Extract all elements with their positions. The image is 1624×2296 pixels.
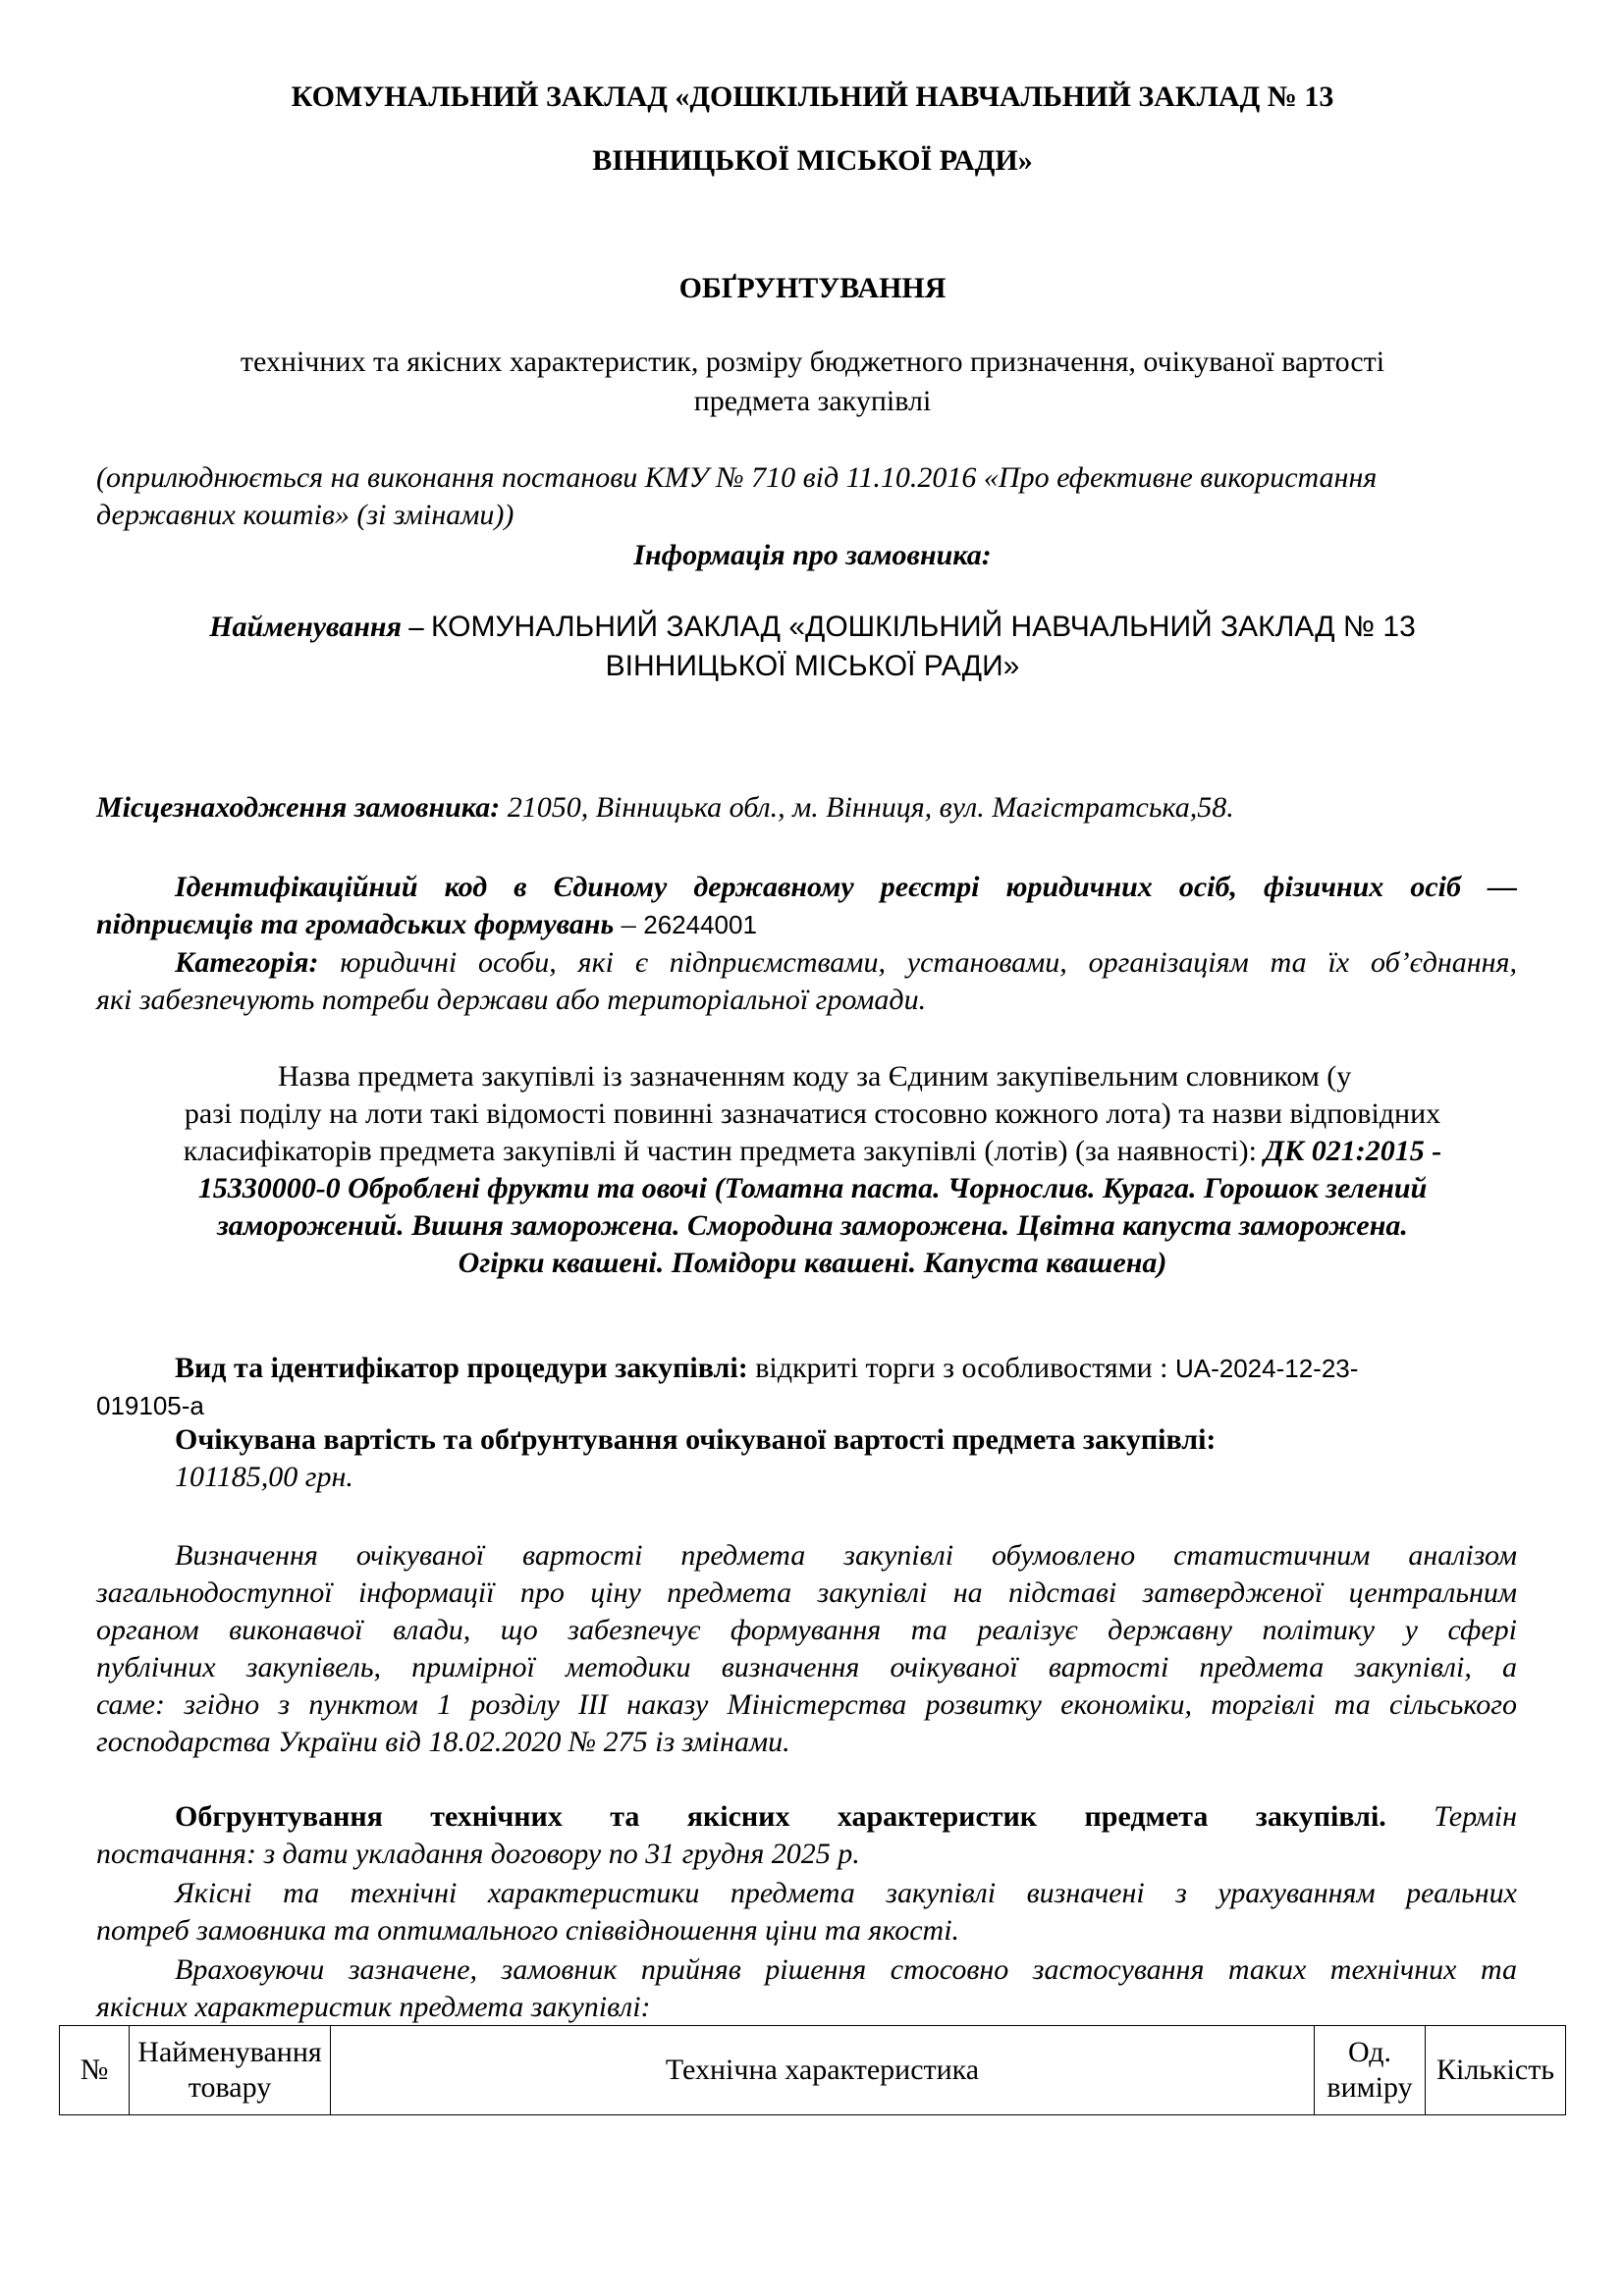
technical-para3-line1: Враховуючи зазначене, замовник прийняв рішення стосовно застосування таких технічних та (175, 1953, 1517, 1986)
org-header-line2: ВІННИЦЬКОЇ МІСЬКОЇ РАДИ» (592, 144, 1033, 177)
customer-category-value-line2: які забезпечують потреби держави або територіальної громади. (96, 984, 927, 1016)
subtitle-line1: технічних та якісних характеристик, розміру бюджетного призначення, очікуваної вартості (240, 346, 1385, 378)
subject-line3-plain: класифікаторів предмета закупівлі й частин предмета закупівлі (лотів) (за наявності): (183, 1135, 1265, 1167)
customer-category-label: Категорія: (175, 946, 319, 979)
technical-para3-line2: якісних характеристик предмета закупівлі: (96, 1991, 651, 2023)
procedure-value: відкриті торги з особливостями : (747, 1352, 1175, 1384)
note-line2: державних коштів» (зі змінами)) (96, 499, 514, 531)
cost-para-line2: загальнодоступної інформації про ціну предмета закупівлі на підставі затвердженої центральним (96, 1576, 1517, 1609)
subtitle-line2: предмета закупівлі (693, 385, 932, 417)
customer-id-dash: – (614, 908, 644, 940)
customer-name-value-line1: КОМУНАЛЬНИЙ ЗАКЛАД «ДОШКІЛЬНИЙ НАВЧАЛЬНИЙ ЗАКЛАД № 13 (431, 611, 1416, 643)
document-title: ОБҐРУНТУВАННЯ (678, 272, 947, 304)
cost-para-line4: публічних закупівель, примірної методики визначення очікуваної вартості предмета закупівлі, а (96, 1651, 1517, 1683)
subject-line2: разі поділу на лоти такі відомості повинні зазначатися стосовно кожного лота) та назви відповідних (184, 1097, 1441, 1130)
customer-name-dash: – (402, 611, 432, 643)
customer-section-heading: Інформація про замовника: (633, 539, 992, 571)
subject-code: ДК 021:2015 - (1264, 1135, 1442, 1167)
technical-heading-bold: Обгрунтування технічних та якісних характеристик предмета закупівлі. (175, 1800, 1386, 1833)
customer-id-line2 (96, 906, 1569, 943)
technical-para2-line1: Якісні та технічні характеристики предмета закупівлі визначені з урахуванням реальних (175, 1877, 1517, 1909)
col-header-name-line2: товару (188, 2071, 272, 2104)
cost-heading: Очікувана вартість та обґрунтування очікуваної вартості предмета закупівлі: (175, 1423, 1217, 1456)
cost-para-line1: Визначення очікуваної вартості предмета закупівлі обумовлено статистичним аналізом (175, 1539, 1517, 1572)
customer-category-line1 (175, 944, 1517, 982)
subject-line4: 15330000-0 Оброблені фрукти та овочі (Томатна паста. Чорнослив. Курага. Горошок зелений (197, 1172, 1428, 1204)
technical-heading-line1 (175, 1798, 1517, 1836)
col-header-qty: Кількість (1426, 2026, 1566, 2115)
customer-location (96, 789, 1569, 827)
col-header-unit-line2: виміру (1326, 2071, 1413, 2104)
procedure-label: Вид та ідентифікатор процедури закупівлі: (175, 1352, 748, 1384)
customer-id-label-line1: Ідентифікаційний код в Єдиному державному реєстрі юридичних осіб, фізичних осіб — (175, 871, 1517, 903)
subject-line5: заморожений. Вишня заморожена. Смородина заморожена. Цвітна капуста заморожена. (217, 1209, 1408, 1242)
procedure-line1 (175, 1350, 1569, 1387)
table-header-row (60, 2026, 1566, 2115)
customer-name-line1 (59, 609, 1566, 646)
items-table (59, 2025, 1566, 2115)
procedure-id-part2: 019105-a (96, 1391, 204, 1420)
technical-heading-italic: Термін (1385, 1800, 1517, 1833)
subject-line1: Назва предмета закупівлі із зазначенням коду за Єдиним закупівельним словником (у (278, 1060, 1352, 1093)
col-header-tech: Технічна характеристика (331, 2026, 1315, 2115)
cost-para-line6: господарства України від 18.02.2020 № 275 із змінами. (96, 1726, 790, 1758)
cost-para-line5: саме: згідно з пунктом 1 розділу ІІІ наказу Міністерства розвитку економіки, торгівлі та сільського (96, 1688, 1517, 1721)
customer-name-value-line2: ВІННИЦЬКОЇ МІСЬКОЇ РАДИ» (605, 650, 1020, 682)
procedure-id-part1: UA-2024-12-23- (1174, 1354, 1359, 1383)
customer-id-value: 26244001 (643, 910, 757, 939)
customer-location-label: Місцезнаходження замовника: (96, 791, 501, 824)
customer-location-value: 21050, Вінницька обл., м. Вінниця, вул. Магістратська,58. (500, 791, 1234, 824)
cost-amount: 101185,00 грн. (175, 1461, 353, 1493)
customer-category-value-line1: юридичні особи, які є підприємствами, установами, організаціям та їх об’єднання, (318, 946, 1517, 979)
org-header-line1: КОМУНАЛЬНИЙ ЗАКЛАД «ДОШКІЛЬНИЙ НАВЧАЛЬНИЙ ЗАКЛАД № 13 (291, 80, 1334, 113)
col-header-name (130, 2026, 331, 2115)
col-header-unit (1315, 2026, 1426, 2115)
technical-para2-line2: потреб замовника та оптимального співвідношення ціни та якості. (96, 1914, 960, 1947)
col-header-no: № (60, 2026, 130, 2115)
customer-id-label-line2: підприємців та громадських формувань (96, 908, 615, 940)
technical-term-line2: постачання: з дати укладання договору по 31 грудня 2025 р. (96, 1838, 860, 1870)
col-header-unit-line1: Од. (1347, 2036, 1392, 2068)
subject-line6: Огірки квашені. Помідори квашені. Капуста квашена) (458, 1247, 1167, 1279)
note-line1: (оприлюднюється на виконання постанови КМУ № 710 від 11.10.2016 «Про ефективне використання (96, 461, 1378, 494)
customer-name-label: Найменування (209, 611, 403, 643)
cost-para-line3: органом виконавчої влади, що забезпечує формування та реалізує державну політику у сфері (96, 1614, 1517, 1646)
subject-line3 (59, 1133, 1566, 1170)
col-header-name-line1: Найменування (137, 2036, 322, 2068)
